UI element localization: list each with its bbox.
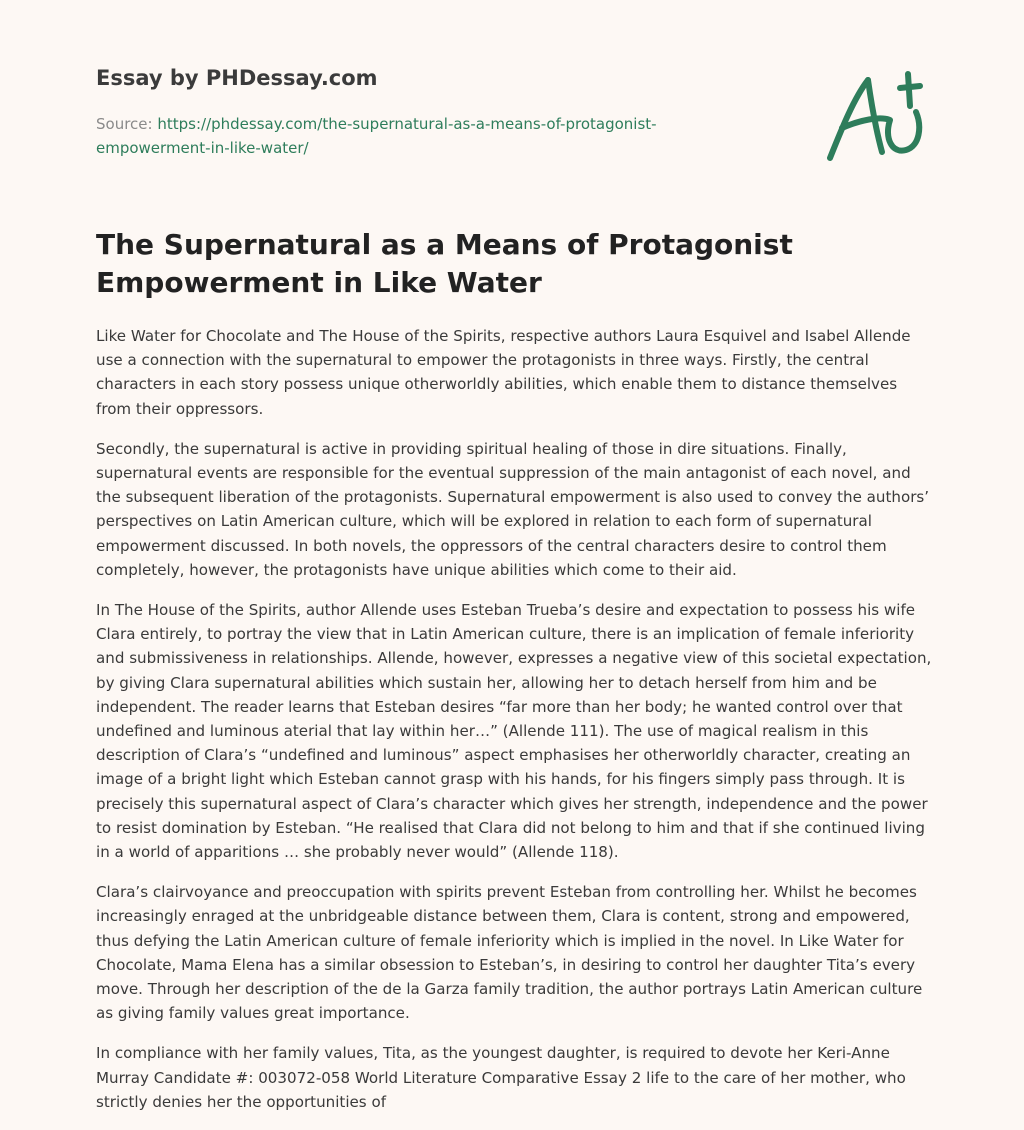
page-header xyxy=(96,64,716,160)
source-line xyxy=(96,112,716,160)
source-link-line-1: https://phdessay.com/the-supernatural-as-a-means-of-protagonist- xyxy=(157,115,657,133)
source-link[interactable] xyxy=(96,115,657,157)
source-link-line-2: empowerment-in-like-water/ xyxy=(96,139,309,157)
essay-paragraph-2: Secondly, the supernatural is active in providing spiritual healing of those in dire situations. Finally, supernatural events are responsible for the eventual suppression of the main antagonist of each novel, and the subsequent liberation of the protagonists. Supernatural empowerment is also used to convey the authors’ perspectives on Latin American culture, which will be explored in relation to each form of supernatural empowerment discussed. In both novels, the oppressors of the central characters desire to control them completely, however, the protagonists have unique abilities which come to their aid. xyxy=(96,439,930,579)
essay-body xyxy=(96,324,932,1130)
essay-paragraph-1: Like Water for Chocolate and The House of the Spirits, respective authors Laura Esquivel and Isabel Allende use a connection with the supernatural to empower the protagonists in three ways. Firstly, the central characters in each story possess unique otherworldly abilities, which enable them to distance themselves from their oppressors. xyxy=(96,327,911,418)
a-plus-logo-icon xyxy=(820,68,930,168)
essay-paragraph-3: In The House of the Spirits, author Allende uses Esteban Trueba’s desire and expectation to possess his wife Clara entirely, to portray the view that in Latin American culture, there is an implication of female inferiority and submissiveness in relationships. Allende, however, expresses a negative view of this societal expectation, by giving Clara supernatural abilities which sustain her, allowing her to detach herself from him and be independent. The reader learns that Esteban desires “far more than her body; he wanted control over that undefined and luminous aterial that lay within her…” (Allende 111). The use of magical realism in this description of Clara’s “undefined and luminous” aspect emphasises her otherworldly character, creating an image of a bright light which Esteban cannot grasp with his hands, for his fingers simply pass through. It is precisely this supernatural aspect of Clara’s character which gives her strength, independence and the power to resist domination by Esteban. “He realised that Clara did not belong to him and that if she continued living in a world of apparitions … she probably never would” (Allende 118). xyxy=(96,601,932,862)
site-title: Essay by PHDessay.com xyxy=(96,66,378,90)
essay-title: The Supernatural as a Means of Protagonist Empowerment in Like Water xyxy=(96,228,793,299)
source-label: Source: xyxy=(96,115,153,133)
essay-paragraph-4: Clara’s clairvoyance and preoccupation with spirits prevent Esteban from controlling her. Whilst he becomes increasingly enraged at the unbridgeable distance between them, Clara is content, strong and empowered, thus defying the Latin American culture of female inferiority which is implied in the novel. In Like Water for Chocolate, Mama Elena has a similar obsession to Esteban’s, in desiring to control her daughter Tita’s every move. Through her description of the de la Garza family tradition, the author portrays Latin American culture as giving family values great importance. xyxy=(96,883,923,1023)
essay-paragraph-5: In compliance with her family values, Tita, as the youngest daughter, is required to devote her Keri-Anne Murray Candidate #: 003072-058 World Literature Comparative Essay 2 life to the care of her mother, who strictly denies her the opportunities of xyxy=(96,1044,906,1111)
